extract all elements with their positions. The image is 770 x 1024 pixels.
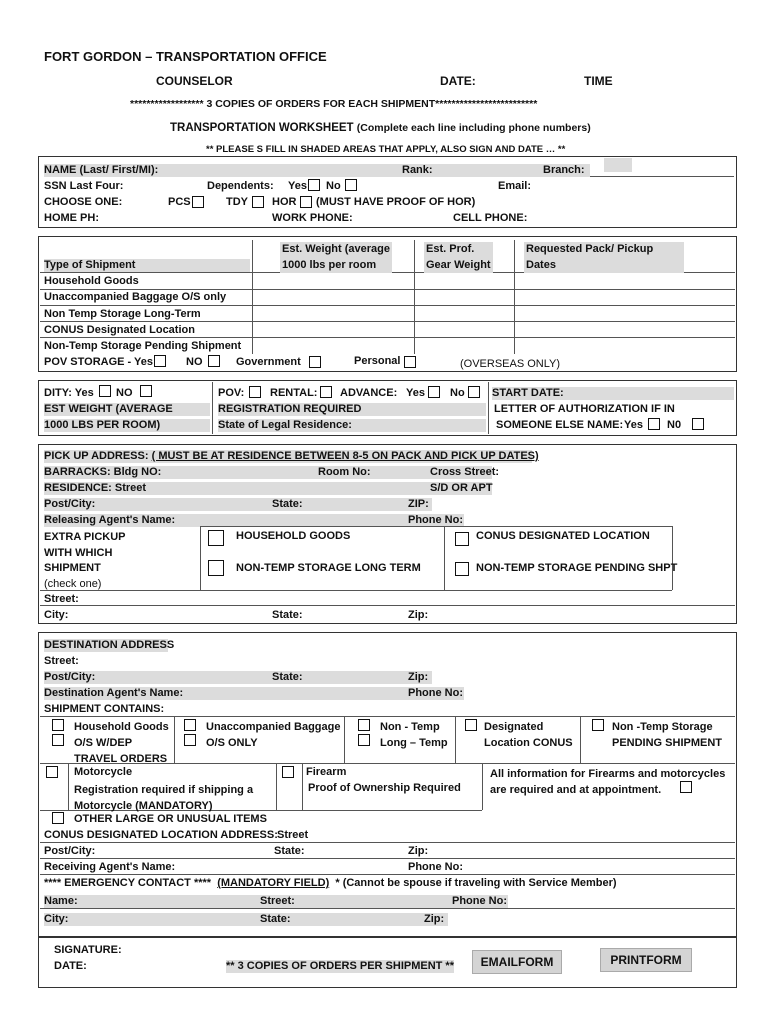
ssn-label: SSN Last Four: — [44, 180, 124, 192]
destination-zip-label: Zip: — [408, 671, 429, 683]
extra-street-label: Street: — [44, 593, 79, 605]
personal-checkbox[interactable] — [404, 356, 416, 368]
extra-hhg-checkbox[interactable] — [208, 530, 224, 546]
choose-one-label: CHOOSE ONE: — [44, 196, 123, 208]
letter-no-label: N0 — [667, 419, 682, 431]
dependents-no-checkbox[interactable] — [345, 179, 357, 191]
worksheet-title-text: TRANSPORTATION WORKSHEET — [170, 122, 354, 134]
conus-state-label: State: — [274, 845, 305, 857]
pcs-checkbox[interactable] — [192, 196, 204, 208]
ec-zip-label: Zip: — [424, 913, 445, 925]
shipment-row-nts: Non Temp Storage Long-Term — [44, 308, 201, 320]
pickup-title-text: PICK UP ADDRESS: — [44, 450, 149, 462]
post-city-label: Post/City: — [44, 498, 96, 510]
registration-required-label: REGISTRATION REQUIRED — [218, 403, 486, 416]
est-weight-header-line2: 1000 lbs per room — [282, 259, 377, 271]
branch-label: Branch: — [543, 164, 585, 176]
dest-ub-os-checkbox[interactable] — [184, 734, 196, 746]
dest-nontemp-label — [380, 719, 448, 751]
advance-yes-label: Yes — [406, 387, 425, 399]
start-date-field[interactable] — [492, 387, 734, 400]
emergency-label: **** EMERGENCY CONTACT **** — [44, 877, 212, 889]
government-label: Government — [236, 356, 301, 368]
extra-pickup-top-line — [200, 526, 672, 527]
email-label: Email: — [498, 180, 532, 192]
conus-address-label: CONUS DESIGNATED LOCATION ADDRESS: — [44, 829, 278, 841]
dest-ub-checkbox[interactable] — [184, 719, 196, 731]
dest-ub-line2: O/S ONLY — [206, 737, 258, 749]
destination-agent-label: Destination Agent's Name: — [44, 687, 184, 699]
footer-copies-note: ** 3 COPIES OF ORDERS PER SHIPMENT ** — [226, 960, 454, 972]
sd-apt-label: S/D OR APT — [430, 482, 493, 494]
destination-state-label: State: — [272, 671, 303, 683]
extra-pickup-bottom-line — [200, 590, 672, 591]
receiving-line — [40, 858, 735, 859]
dependents-yes-label: Yes — [288, 180, 307, 192]
worksheet-note: (Complete each line including phone numbers) — [356, 122, 591, 134]
row-line-2 — [40, 289, 735, 290]
extra-city-label: City: — [44, 609, 69, 621]
letter-yes-checkbox[interactable] — [648, 418, 660, 430]
contains-divider-4 — [580, 716, 581, 763]
dest-ub-label — [206, 719, 340, 751]
requested-dates-header-line2: Dates — [526, 259, 556, 271]
shipment-contains-label: SHIPMENT CONTAINS: — [44, 703, 165, 715]
dest-ub-line1: Unaccompanied Baggage — [206, 721, 341, 733]
dity-no-label: NO — [116, 387, 133, 399]
date-label: DATE: — [440, 74, 476, 88]
est-weight-header-line1: Est. Weight (average — [282, 243, 390, 255]
extra-conus-label: CONUS DESIGNATED LOCATION — [476, 530, 650, 542]
prof-gear-header-line2: Gear Weight — [426, 259, 491, 271]
contains-divider-3 — [455, 716, 456, 763]
row-line-4 — [40, 321, 735, 322]
est-weight-avg-label: EST WEIGHT (AVERAGE — [44, 403, 210, 416]
dest-designated-checkbox[interactable] — [465, 719, 477, 731]
dest-hhg-line2: O/S W/DEP — [74, 737, 133, 749]
extra-ntslt-label: NON-TEMP STORAGE LONG TERM — [236, 562, 421, 574]
receiving-agent-label: Receiving Agent's Name: — [44, 861, 176, 873]
room-no-label: Room No: — [318, 466, 371, 478]
shipment-row-hhg: Household Goods — [44, 275, 139, 287]
advance-yes-checkbox[interactable] — [428, 386, 440, 398]
motorcycle-note-line1: Registration required if shipping a — [74, 784, 254, 796]
legal-residence-field[interactable] — [218, 419, 486, 432]
type-of-shipment-header: Type of Shipment — [44, 259, 250, 272]
advance-no-label: No — [450, 387, 465, 399]
dependents-yes-checkbox[interactable] — [308, 179, 320, 191]
someone-else-name-label: SOMEONE ELSE NAME: — [496, 419, 624, 431]
motorcycle-checkbox[interactable] — [46, 766, 58, 778]
extra-pickup-right-line — [672, 526, 673, 590]
emergency-line — [40, 874, 735, 875]
destination-street-label: Street: — [44, 655, 79, 667]
pov-storage-no-checkbox[interactable] — [208, 355, 220, 367]
counselor-label: COUNSELOR — [156, 74, 233, 88]
contains-divider-2 — [344, 716, 345, 763]
requested-dates-header-line1: Requested Pack/ Pickup — [526, 243, 654, 255]
est-weight-per-room-label: 1000 LBS PER ROOM) — [44, 419, 210, 432]
ec-street-label: Street: — [260, 895, 295, 907]
ec-city-field[interactable] — [44, 913, 448, 926]
dest-nontemp-line1: Non - Temp — [380, 721, 440, 733]
moto-divider-2 — [276, 763, 277, 810]
tdy-label: TDY — [226, 196, 248, 208]
legal-residence-label: State of Legal Residence: — [218, 419, 352, 431]
conus-street-label: Street — [277, 829, 309, 841]
moto-divider-3 — [302, 763, 303, 810]
other-large-checkbox[interactable] — [52, 812, 64, 824]
releasing-agent-label: Releasing Agent's Name: — [44, 514, 176, 526]
destination-phone-label: Phone No: — [408, 687, 463, 699]
extra-pickup-line1: EXTRA PICKUP — [44, 531, 126, 543]
extra-ntsps-checkbox[interactable] — [455, 562, 469, 576]
advance-label: ADVANCE: — [340, 387, 398, 399]
mandatory-label: (MANDATORY FIELD) — [217, 877, 330, 889]
row-line-3 — [40, 305, 735, 306]
ec-name-label: Name: — [44, 895, 78, 907]
overseas-only-note: (OVERSEAS ONLY) — [460, 358, 561, 370]
shipment-row-conus: CONUS Designated Location — [44, 324, 195, 336]
motorcycle-note — [74, 782, 253, 814]
extra-state-label: State: — [272, 609, 303, 621]
letter-yes-label: Yes — [624, 419, 643, 431]
hor-label: HOR — [272, 196, 297, 208]
extra-pickup-label — [44, 530, 126, 592]
contains-divider-1 — [174, 716, 175, 763]
state-label: State: — [272, 498, 303, 510]
dest-hhg-line3: TRAVEL ORDERS — [74, 753, 168, 765]
ec-city-label: City: — [44, 913, 69, 925]
dity-divider-1 — [212, 382, 213, 434]
extra-city-top-line — [40, 605, 735, 606]
tdy-checkbox[interactable] — [252, 196, 264, 208]
conus-post-city-label: Post/City: — [44, 845, 96, 857]
destination-agent-field[interactable] — [44, 687, 464, 700]
pov-storage-no-label: NO — [186, 356, 203, 368]
extra-conus-checkbox[interactable] — [455, 532, 469, 546]
contains-top-line — [40, 716, 735, 717]
rental-checkbox[interactable] — [320, 386, 332, 398]
barracks-field[interactable] — [44, 466, 492, 479]
time-label: TIME — [584, 74, 613, 88]
letter-no-checkbox[interactable] — [692, 418, 704, 430]
rank-label: Rank: — [402, 164, 433, 176]
branch-line — [590, 176, 734, 177]
receiving-phone-label: Phone No: — [408, 861, 463, 873]
page-title: FORT GORDON – TRANSPORTATION OFFICE — [44, 49, 327, 64]
dest-nontemp-line2: Long – Temp — [380, 737, 448, 749]
firearm-checkbox[interactable] — [282, 766, 294, 778]
pov-storage-yes-checkbox[interactable] — [154, 355, 166, 367]
emergency-contact-title — [44, 877, 617, 890]
fill-notice: ** PLEASE S FILL IN SHADED AREAS THAT APPLY, ALSO SIGN AND DATE … ** — [206, 144, 566, 155]
dest-designated-line1: Designated — [484, 721, 544, 733]
destination-post-city-field[interactable] — [44, 671, 432, 684]
zip-label: ZIP: — [408, 498, 429, 510]
name-label: NAME (Last/ First/MI): — [44, 164, 159, 176]
pcs-label: PCS — [168, 196, 191, 208]
conus-line — [40, 842, 735, 843]
name-field[interactable] — [44, 164, 590, 177]
dity-yes-label: DITY: Yes — [44, 387, 94, 399]
pov-label: POV: — [218, 387, 245, 399]
worksheet-title — [170, 122, 591, 135]
extra-ntsps-label: NON-TEMP STORAGE PENDING SHPT — [476, 562, 678, 574]
dity-no-checkbox[interactable] — [140, 385, 152, 397]
government-checkbox[interactable] — [309, 356, 321, 368]
requested-dates-header — [524, 242, 684, 273]
shipment-row-ntsps: Non-Temp Storage Pending Shipment — [44, 340, 242, 352]
shipment-row-ub: Unaccompanied Baggage O/S only — [44, 291, 227, 303]
post-city-field[interactable] — [44, 498, 432, 511]
extra-hhg-label: HOUSEHOLD GOODS — [236, 530, 351, 542]
print-form-button[interactable]: PRINTFORM — [600, 948, 692, 972]
prof-gear-header — [424, 242, 493, 273]
dest-nontemp-checkbox[interactable] — [358, 719, 370, 731]
letter-of-authorization-label: LETTER OF AUTHORIZATION IF IN — [494, 403, 675, 415]
hor-checkbox[interactable] — [300, 196, 312, 208]
info-ack-checkbox[interactable] — [680, 781, 692, 793]
destination-post-city-label: Post/City: — [44, 671, 96, 683]
dependents-no-label: No — [326, 180, 341, 192]
conus-zip-label: Zip: — [408, 845, 429, 857]
dest-nontemp-pending-checkbox[interactable] — [592, 719, 604, 731]
personal-label: Personal — [354, 355, 401, 367]
row-line-5 — [40, 337, 735, 338]
pov-checkbox[interactable] — [249, 386, 261, 398]
ec-city-line — [40, 908, 735, 909]
dest-nontemp-pending-line2: PENDING SHIPMENT — [612, 737, 723, 749]
est-weight-header — [280, 242, 392, 273]
dependents-label: Dependents: — [207, 180, 274, 192]
cross-street-label: Cross Street: — [430, 466, 500, 478]
extra-zip-label: Zip: — [408, 609, 429, 621]
advance-no-checkbox[interactable] — [468, 386, 480, 398]
work-phone-label: WORK PHONE: — [272, 212, 353, 224]
ec-state-label: State: — [260, 913, 291, 925]
dest-longtemp-checkbox[interactable] — [358, 734, 370, 746]
ec-phone-label: Phone No: — [452, 895, 507, 907]
rental-label: RENTAL: — [270, 387, 318, 399]
dest-hhg-label — [74, 719, 169, 767]
extra-pickup-line2: WITH WHICH — [44, 546, 113, 559]
extra-pickup-line4: (check one) — [44, 577, 102, 590]
other-large-label: OTHER LARGE OR UNUSUAL ITEMS — [74, 813, 267, 825]
barracks-label: BARRACKS: Bldg NO: — [44, 466, 162, 478]
extra-street-top-line — [40, 590, 200, 591]
extra-pickup-line3: SHIPMENT — [44, 562, 101, 574]
firearm-note: Proof of Ownership Required — [308, 782, 461, 794]
info-note-line2: are required and at appointment. — [490, 784, 662, 796]
branch-shading — [604, 158, 632, 172]
hor-note: (MUST HAVE PROOF OF HOR) — [316, 196, 476, 208]
cell-phone-label: CELL PHONE: — [453, 212, 528, 224]
dest-hhg-line1: Household Goods — [74, 721, 169, 733]
email-form-button[interactable]: EMAILFORM — [472, 950, 562, 974]
motorcycle-note-line2: Motorcycle (MANDATORY) — [74, 800, 213, 812]
dity-yes-checkbox[interactable] — [99, 385, 111, 397]
home-phone-label: HOME PH: — [44, 212, 99, 224]
motorcycle-label: Motorcycle — [74, 766, 133, 778]
dest-designated-line2: Location CONUS — [484, 737, 573, 749]
pickup-title — [44, 450, 539, 463]
extra-pickup-left-line — [200, 526, 201, 590]
extra-pickup-mid-line — [444, 526, 445, 590]
destination-title: DESTINATION ADDRESS — [44, 639, 175, 651]
dest-hhg-checkbox[interactable] — [52, 719, 64, 731]
info-note-line1: All information for Firearms and motorcycles — [490, 768, 726, 780]
start-date-label: START DATE: — [492, 387, 564, 399]
pov-storage-label: POV STORAGE - Yes — [44, 356, 154, 368]
spouse-note: * (Cannot be spouse if traveling with Service Member) — [335, 877, 617, 889]
firearm-label: Firearm — [306, 766, 347, 778]
moto-divider-4 — [482, 763, 483, 810]
dest-nontemp-pending-line1: Non -Temp Storage — [612, 721, 713, 733]
extra-ntslt-checkbox[interactable] — [208, 560, 224, 576]
moto-divider-1 — [68, 763, 69, 810]
dest-hhg-os-checkbox[interactable] — [52, 734, 64, 746]
phone-no-label: Phone No: — [408, 514, 463, 526]
copies-notice: ****************** 3 COPIES OF ORDERS FOR EACH SHIPMENT************************* — [130, 98, 538, 110]
pickup-title-note: ( MUST BE AT RESIDENCE BETWEEN 8-5 ON PACK AND PICK UP DATES) — [151, 450, 539, 462]
dest-designated-label — [484, 719, 573, 751]
signature-label: SIGNATURE: — [54, 944, 122, 956]
dity-divider-2 — [488, 382, 489, 434]
footer-date-label: DATE: — [54, 960, 87, 972]
dest-nontemp-pending-label — [612, 719, 722, 751]
prof-gear-header-line1: Est. Prof. — [426, 243, 475, 255]
residence-street-field[interactable] — [44, 482, 492, 495]
residence-street-label: RESIDENCE: Street — [44, 482, 147, 494]
